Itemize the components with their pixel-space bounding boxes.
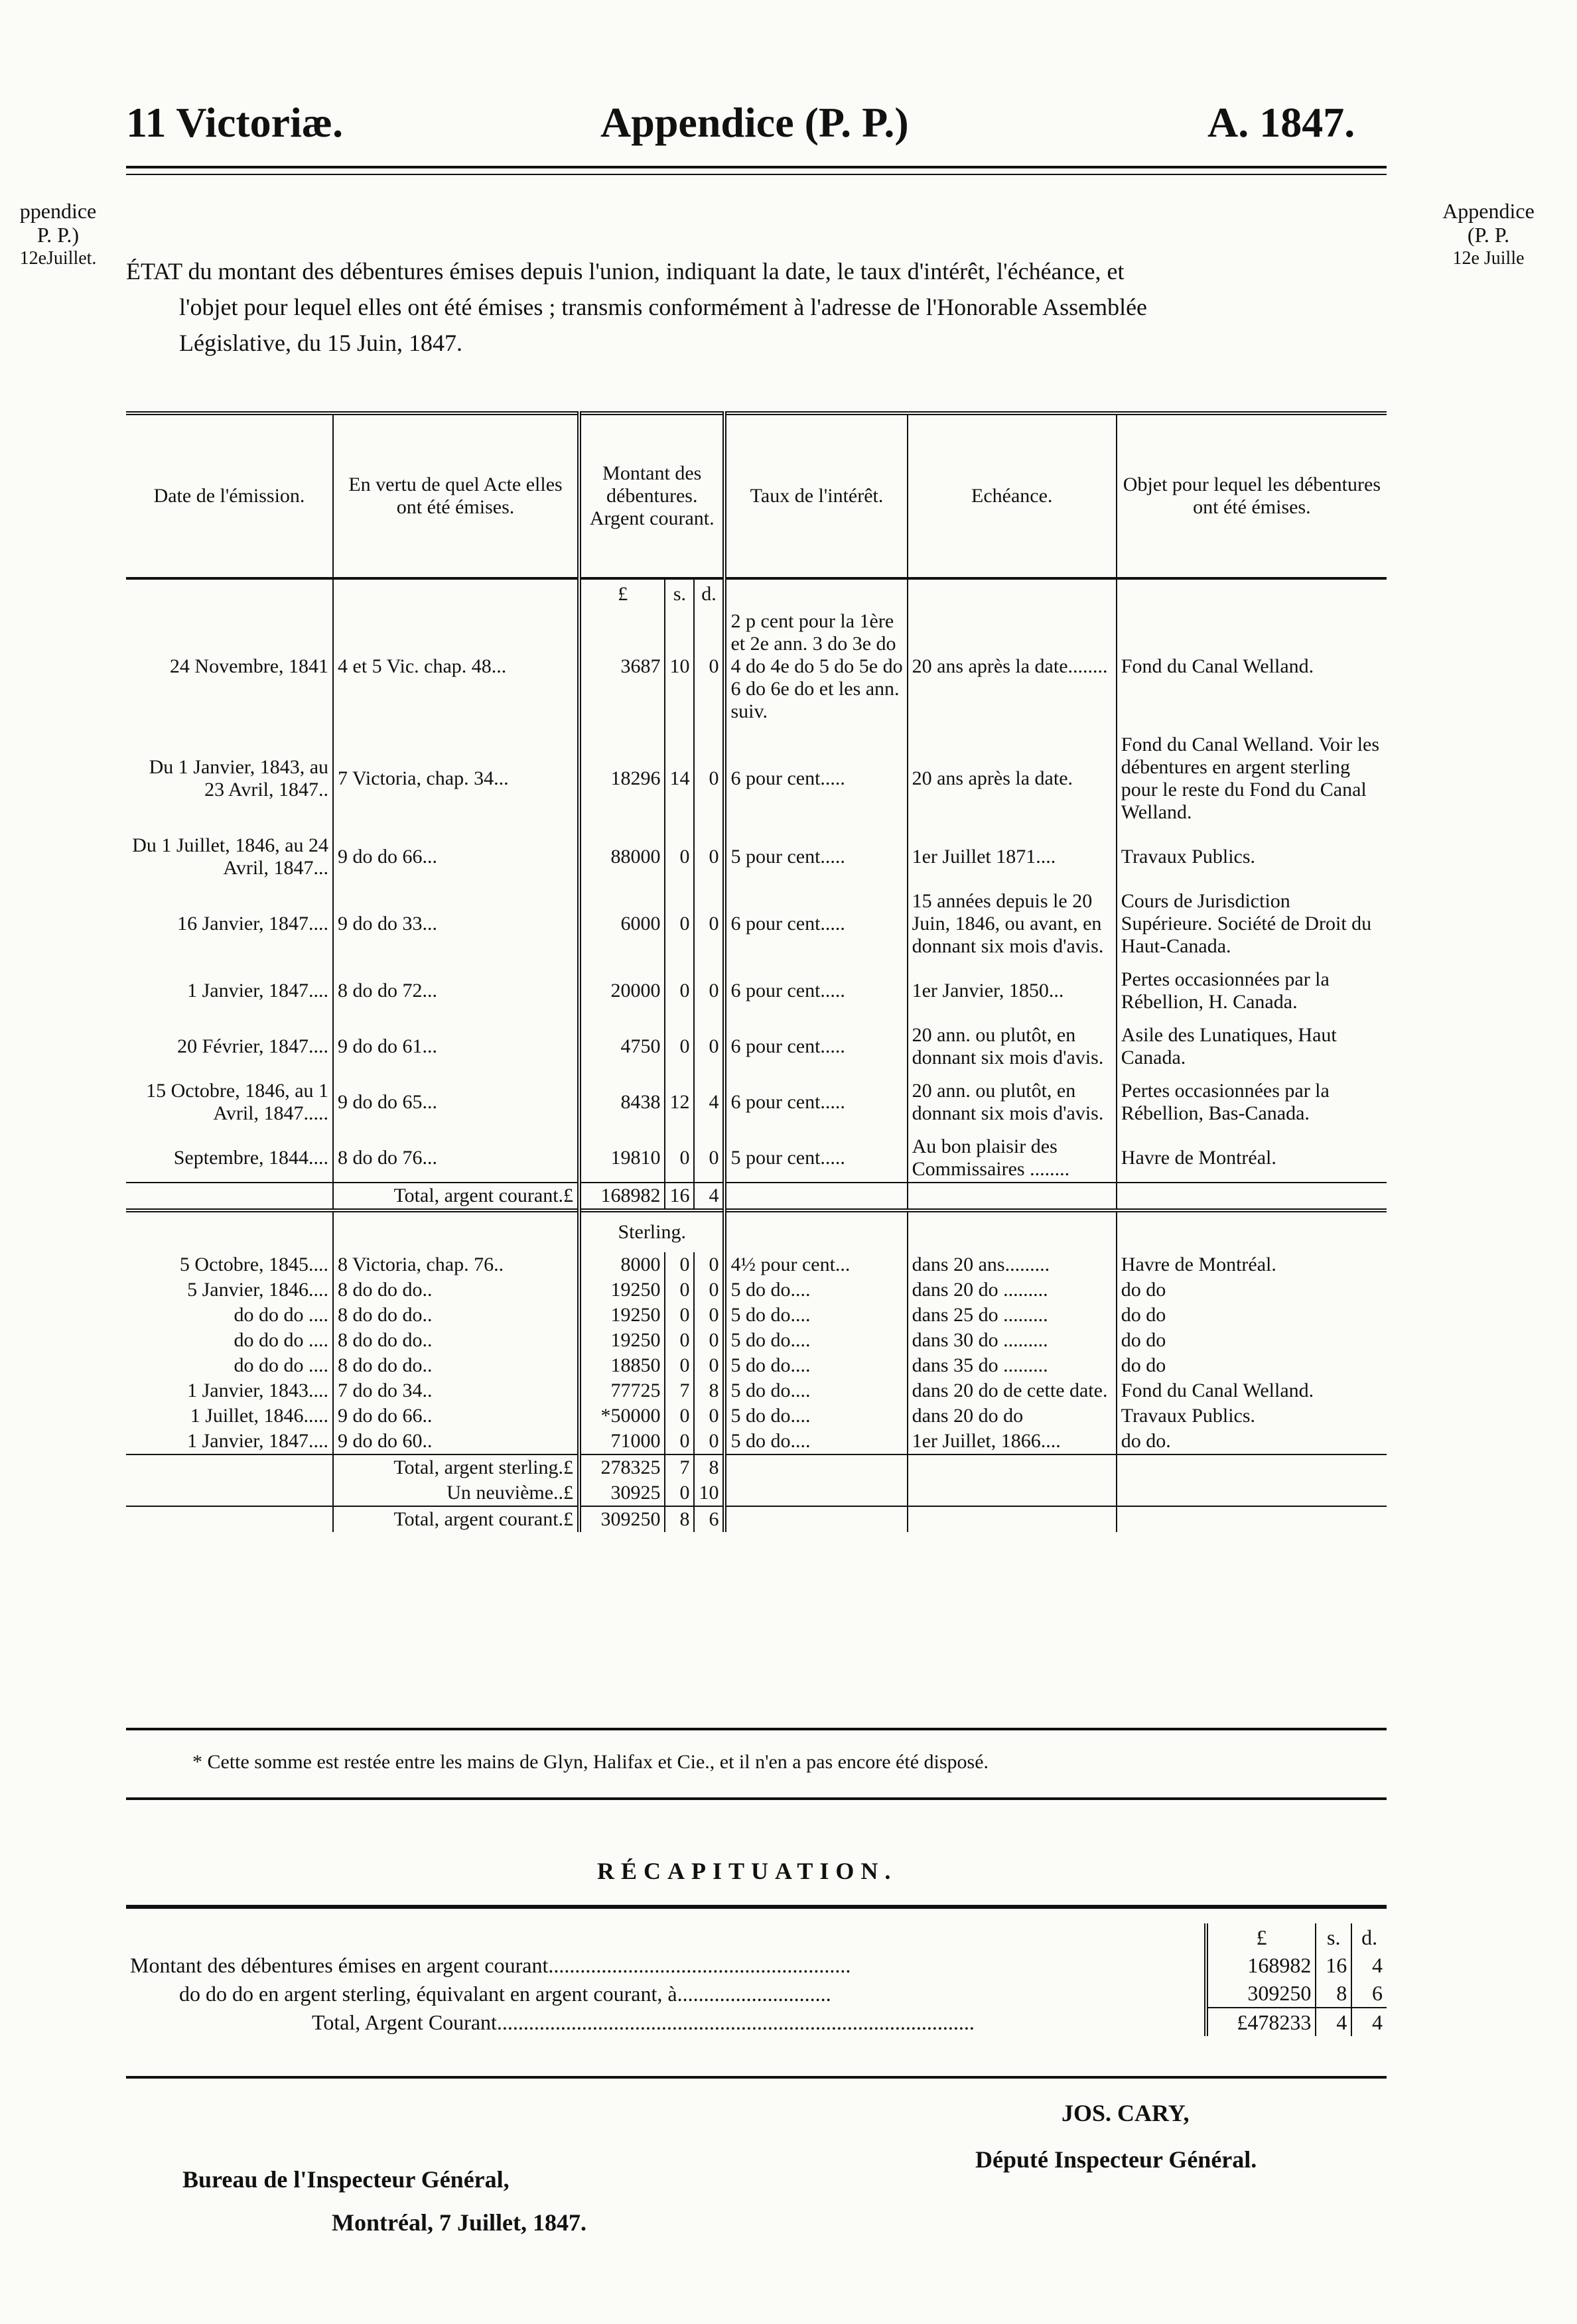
cell-maturity: dans 30 do ......... xyxy=(908,1328,1117,1353)
cell-act: 9 do do 33... xyxy=(333,889,579,959)
cell-shillings: 7 xyxy=(665,1378,694,1403)
cell-object: Asile des Lunatiques, Haut Canada. xyxy=(1117,1023,1387,1070)
unit-shilling: s. xyxy=(665,578,694,609)
sterling-label: Sterling. xyxy=(579,1210,724,1252)
table-row-sterling xyxy=(126,1252,1387,1277)
running-header-left: 11 Victoriæ. xyxy=(126,99,344,146)
cell-pounds: 4750 xyxy=(579,1023,665,1070)
recap-unit-pence: d. xyxy=(1351,1923,1387,1951)
recap-title: RÉCAPITUATION. xyxy=(597,1858,898,1884)
running-header-right: A. 1847. xyxy=(1207,99,1355,146)
cell-shillings: 0 xyxy=(665,1403,694,1429)
cell-rate: 5 do do.... xyxy=(724,1328,907,1353)
cell-act: 8 do do do.. xyxy=(333,1353,579,1378)
cell-pence: 0 xyxy=(694,889,724,959)
cell-act: 8 do do 76... xyxy=(333,1134,579,1183)
recap-table xyxy=(126,1923,1387,2036)
cell-date: do do do .... xyxy=(234,1354,329,1376)
cell-shillings: 0 xyxy=(665,1429,694,1454)
cell-maturity: dans 20 do do xyxy=(908,1403,1117,1429)
cell-shillings: 0 xyxy=(665,1134,694,1183)
cell-pence: 0 xyxy=(694,1023,724,1070)
cell-pounds: 19250 xyxy=(579,1303,665,1328)
cell-object: do do xyxy=(1117,1303,1387,1328)
signature-title: Député Inspecteur Général. xyxy=(975,2146,1257,2173)
signature-name: JOS. CARY, xyxy=(1062,2100,1190,2126)
cell-maturity: 1er Janvier, 1850... xyxy=(908,967,1117,1015)
total-pence: 10 xyxy=(694,1480,724,1506)
cell-rate: 2 p cent pour la 1ère et 2e ann. 3 do 3e do 4 do 4e do 5 do 5e do 6 do 6e do et les ann. suiv. xyxy=(724,609,907,724)
total-pence: 6 xyxy=(694,1506,724,1532)
cell-act: 9 do do 65... xyxy=(333,1078,579,1126)
cell-maturity: 20 ans après la date. xyxy=(908,732,1117,825)
cell-date: Septembre, 1844.... xyxy=(173,1147,329,1169)
cell-object: Havre de Montréal. xyxy=(1117,1252,1387,1277)
total-label: Un neuvième..£ xyxy=(333,1480,579,1506)
total-shillings: 8 xyxy=(665,1506,694,1532)
cell-maturity: dans 20 ans......... xyxy=(908,1252,1117,1277)
cell-object: Fond du Canal Welland. xyxy=(1117,1378,1387,1403)
cell-object: Fond du Canal Welland. xyxy=(1117,609,1387,724)
table-row-sterling xyxy=(126,1303,1387,1328)
cell-maturity: 20 ann. ou plutôt, en donnant six mois d'avis. xyxy=(908,1078,1117,1126)
cell-act: 9 do do 60.. xyxy=(333,1429,579,1454)
cell-date: 15 Octobre, 1846, au 1 Avril, 1847..... xyxy=(146,1080,329,1124)
table-row xyxy=(126,833,1387,881)
table-row xyxy=(126,1078,1387,1126)
cell-shillings: 0 xyxy=(665,1252,694,1277)
table-row xyxy=(126,609,1387,724)
intro-paragraph: ÉTAT du montant des débentures émises depuis l'union, indiquant la date, le taux d'intérêt, l'échéance, et l'objet pour lequel elles ont été émises ; transmis conformément à l'adresse de l'Honorable Assemblée Législative, du 15 Juin, 1847. xyxy=(126,258,1148,356)
cell-shillings: 12 xyxy=(665,1078,694,1126)
cell-pounds: 8000 xyxy=(579,1252,665,1277)
total-row-sterling xyxy=(126,1454,1387,1480)
cell-object: Cours de Jurisdiction Supérieure. Société de Droit du Haut-Canada. xyxy=(1117,889,1387,959)
cell-object: do do. xyxy=(1117,1429,1387,1454)
header-rule-top xyxy=(126,166,1387,168)
cell-date: 1 Juillet, 1846..... xyxy=(190,1405,329,1427)
cell-pence: 0 xyxy=(694,1252,724,1277)
cell-pence: 0 xyxy=(694,1353,724,1378)
cell-object: do do xyxy=(1117,1328,1387,1353)
cell-pence: 0 xyxy=(694,732,724,825)
cell-shillings: 0 xyxy=(665,967,694,1015)
col-header-amount: Montant des débentures. Argent courant. xyxy=(579,413,724,578)
total-pounds: 168982 xyxy=(579,1183,665,1210)
table-row-sterling xyxy=(126,1328,1387,1353)
cell-pounds: 6000 xyxy=(579,889,665,959)
cell-pence: 0 xyxy=(694,1134,724,1183)
footnote-rule-top xyxy=(126,1728,1387,1730)
cell-rate: 5 pour cent..... xyxy=(724,833,907,881)
cell-pence: 0 xyxy=(694,1429,724,1454)
table-row xyxy=(126,889,1387,959)
cell-rate: 6 pour cent..... xyxy=(724,889,907,959)
table-row-sterling xyxy=(126,1378,1387,1403)
cell-rate: 5 do do.... xyxy=(724,1403,907,1429)
cell-date: 5 Octobre, 1845.... xyxy=(179,1254,329,1275)
bureau-line2: Montréal, 7 Juillet, 1847. xyxy=(332,2209,586,2236)
col-header-act: En vertu de quel Acte elles ont été émises. xyxy=(333,413,579,578)
cell-act: 9 do do 61... xyxy=(333,1023,579,1070)
recap-rule-top xyxy=(126,1905,1387,1909)
cell-pence: 0 xyxy=(694,1277,724,1303)
cell-rate: 5 do do.... xyxy=(724,1353,907,1378)
cell-act: 7 do do 34.. xyxy=(333,1378,579,1403)
margin-note-right: Appendice (P. P. 12e Juille xyxy=(1442,199,1535,269)
unit-pound: £ xyxy=(579,578,665,609)
cell-rate: 6 pour cent..... xyxy=(724,1023,907,1070)
cell-pounds: 71000 xyxy=(579,1429,665,1454)
cell-object: Travaux Publics. xyxy=(1117,833,1387,881)
cell-pounds: 20000 xyxy=(579,967,665,1015)
cell-pounds: 18296 xyxy=(579,732,665,825)
table-row xyxy=(126,732,1387,825)
cell-act: 8 do do do.. xyxy=(333,1303,579,1328)
cell-pence: 4 xyxy=(694,1078,724,1126)
cell-shillings: 0 xyxy=(665,889,694,959)
total-row-sterling-current xyxy=(126,1506,1387,1532)
cell-date: 1 Janvier, 1847.... xyxy=(187,980,329,1001)
cell-date: 1 Janvier, 1843.... xyxy=(187,1380,329,1401)
cell-pounds: 19810 xyxy=(579,1134,665,1183)
table-row-sterling xyxy=(126,1429,1387,1454)
footnote-rule-bottom xyxy=(126,1797,1387,1800)
col-header-maturity: Echéance. xyxy=(908,413,1117,578)
cell-object: Pertes occasionnées par la Rébellion, H. Canada. xyxy=(1117,967,1387,1015)
cell-pence: 0 xyxy=(694,1328,724,1353)
running-header-center: Appendice (P. P.) xyxy=(600,99,909,146)
unit-pence: d. xyxy=(694,578,724,609)
cell-pounds: 88000 xyxy=(579,833,665,881)
cell-pounds: *50000 xyxy=(579,1403,665,1429)
cell-act: 8 do do 72... xyxy=(333,967,579,1015)
cell-rate: 6 pour cent..... xyxy=(724,1078,907,1126)
table-row xyxy=(126,967,1387,1015)
cell-maturity: 1er Juillet, 1866.... xyxy=(908,1429,1117,1454)
cell-maturity: dans 35 do ......... xyxy=(908,1353,1117,1378)
cell-rate: 5 do do.... xyxy=(724,1303,907,1328)
cell-pounds: 19250 xyxy=(579,1277,665,1303)
bureau-line1: Bureau de l'Inspecteur Général, xyxy=(182,2166,510,2193)
recap-row: do do do en argent sterling, équivalant en argent courant, à............................. 309250 8 6 xyxy=(126,1979,1387,2008)
debentures-table xyxy=(126,411,1387,1532)
total-shillings: 7 xyxy=(665,1454,694,1480)
cell-maturity: dans 20 do ......... xyxy=(908,1277,1117,1303)
recap-unit-pound: £ xyxy=(1206,1923,1316,1951)
total-shillings: 0 xyxy=(665,1480,694,1506)
ninth-row xyxy=(126,1480,1387,1506)
cell-rate: 5 pour cent..... xyxy=(724,1134,907,1183)
cell-object: Fond du Canal Welland. Voir les débentures en argent sterling pour le reste du Fond du Canal Welland. xyxy=(1117,732,1387,825)
cell-date: 1 Janvier, 1847.... xyxy=(187,1430,329,1452)
cell-maturity: Au bon plaisir des Commissaires ........ xyxy=(908,1134,1117,1183)
cell-rate: 5 do do.... xyxy=(724,1429,907,1454)
cell-shillings: 0 xyxy=(665,833,694,881)
cell-act: 9 do do 66... xyxy=(333,833,579,881)
cell-act: 8 Victoria, chap. 76.. xyxy=(333,1252,579,1277)
cell-date: 16 Janvier, 1847.... xyxy=(177,913,329,935)
total-shillings: 16 xyxy=(665,1183,694,1210)
total-row-currency xyxy=(126,1183,1387,1210)
cell-date: do do do .... xyxy=(234,1304,329,1326)
table-row-sterling xyxy=(126,1277,1387,1303)
total-pounds: 309250 xyxy=(579,1506,665,1532)
cell-maturity: dans 20 do de cette date. xyxy=(908,1378,1117,1403)
cell-rate: 6 pour cent..... xyxy=(724,732,907,825)
cell-object: Havre de Montréal. xyxy=(1117,1134,1387,1183)
cell-maturity: 20 ann. ou plutôt, en donnant six mois d'avis. xyxy=(908,1023,1117,1070)
cell-date: 20 Février, 1847.... xyxy=(177,1035,329,1057)
cell-object: Travaux Publics. xyxy=(1117,1403,1387,1429)
cell-maturity: dans 25 do ......... xyxy=(908,1303,1117,1328)
cell-pence: 0 xyxy=(694,609,724,724)
cell-act: 8 do do do.. xyxy=(333,1277,579,1303)
cell-pounds: 77725 xyxy=(579,1378,665,1403)
cell-shillings: 0 xyxy=(665,1023,694,1070)
cell-rate: 4½ pour cent... xyxy=(724,1252,907,1277)
recap-unit-shilling: s. xyxy=(1316,1923,1351,1951)
cell-date: Du 1 Janvier, 1843, au 23 Avril, 1847.. xyxy=(149,756,329,801)
total-pence: 8 xyxy=(694,1454,724,1480)
cell-shillings: 14 xyxy=(665,732,694,825)
footnote: * Cette somme est restée entre les mains de Glyn, Halifax et Cie., et il n'en a pas encore été disposé. xyxy=(192,1751,989,1773)
total-pence: 4 xyxy=(694,1183,724,1210)
cell-object: do do xyxy=(1117,1353,1387,1378)
cell-pence: 8 xyxy=(694,1378,724,1403)
cell-shillings: 0 xyxy=(665,1303,694,1328)
total-label: Total, argent courant.£ xyxy=(333,1183,579,1210)
cell-maturity: 15 années depuis le 20 Juin, 1846, ou avant, en donnant six mois d'avis. xyxy=(908,889,1117,959)
cell-shillings: 0 xyxy=(665,1353,694,1378)
cell-object: do do xyxy=(1117,1277,1387,1303)
cell-pounds: 3687 xyxy=(579,609,665,724)
recap-row: Montant des débentures émises en argent courant......................................................... 168982 16 4 xyxy=(126,1951,1387,1979)
cell-date: Du 1 Juillet, 1846, au 24 Avril, 1847... xyxy=(132,834,329,879)
total-pounds: 278325 xyxy=(579,1454,665,1480)
cell-pence: 0 xyxy=(694,967,724,1015)
cell-rate: 5 do do.... xyxy=(724,1378,907,1403)
cell-pence: 0 xyxy=(694,1303,724,1328)
cell-pounds: 8438 xyxy=(579,1078,665,1126)
cell-date: 5 Janvier, 1846.... xyxy=(187,1279,329,1301)
col-header-rate: Taux de l'intérêt. xyxy=(724,413,907,578)
header-rule-bottom xyxy=(126,174,1387,175)
table-row xyxy=(126,1134,1387,1183)
cell-pence: 0 xyxy=(694,1403,724,1429)
total-pounds: 30925 xyxy=(579,1480,665,1506)
cell-act: 8 do do do.. xyxy=(333,1328,579,1353)
cell-object: Pertes occasionnées par la Rébellion, Bas-Canada. xyxy=(1117,1078,1387,1126)
cell-pounds: 19250 xyxy=(579,1328,665,1353)
cell-shillings: 10 xyxy=(665,609,694,724)
total-label: Total, argent courant.£ xyxy=(333,1506,579,1532)
cell-maturity: 20 ans après la date........ xyxy=(908,609,1117,724)
table-row-sterling xyxy=(126,1353,1387,1378)
total-label: Total, argent sterling.£ xyxy=(333,1454,579,1480)
cell-pounds: 18850 xyxy=(579,1353,665,1378)
cell-pence: 0 xyxy=(694,833,724,881)
cell-act: 4 et 5 Vic. chap. 48... xyxy=(333,609,579,724)
recap-total-row: Total, Argent Courant.......................................................................................... £478233 4 4 xyxy=(126,2008,1387,2036)
cell-act: 9 do do 66.. xyxy=(333,1403,579,1429)
col-header-object: Objet pour lequel les débentures ont été émises. xyxy=(1117,413,1387,578)
cell-act: 7 Victoria, chap. 34... xyxy=(333,732,579,825)
cell-shillings: 0 xyxy=(665,1328,694,1353)
cell-rate: 5 do do.... xyxy=(724,1277,907,1303)
table-row xyxy=(126,1023,1387,1070)
margin-note-left: ppendice P. P.) 12eJuillet. xyxy=(19,199,97,269)
cell-date: 24 Novembre, 1841 xyxy=(169,655,329,677)
recap-rule-bottom xyxy=(126,2076,1387,2079)
col-header-date: Date de l'émission. xyxy=(126,413,333,578)
cell-maturity: 1er Juillet 1871.... xyxy=(908,833,1117,881)
table-row-sterling xyxy=(126,1403,1387,1429)
cell-rate: 6 pour cent..... xyxy=(724,967,907,1015)
cell-shillings: 0 xyxy=(665,1277,694,1303)
cell-date: do do do .... xyxy=(234,1329,329,1351)
